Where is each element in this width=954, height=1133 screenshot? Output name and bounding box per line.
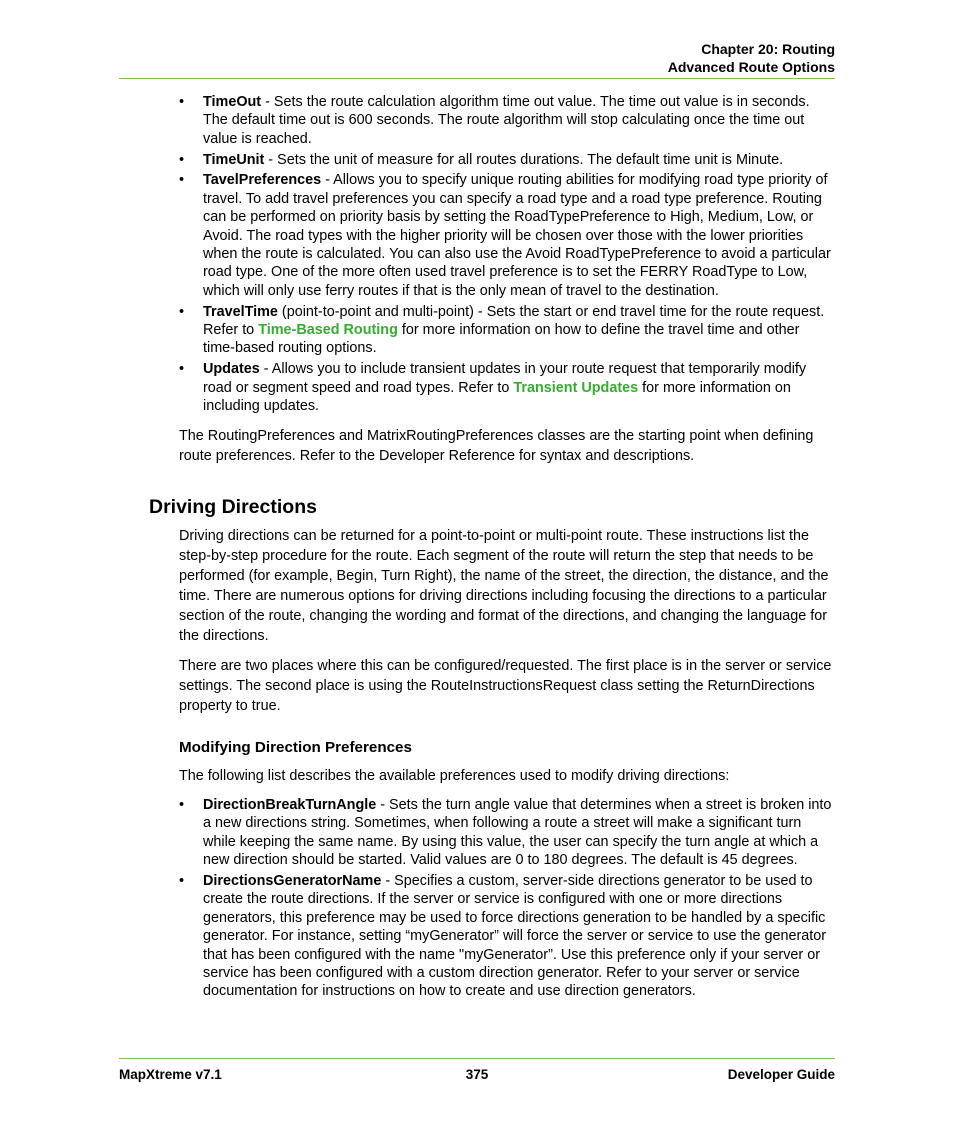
- driving-directions-heading: Driving Directions: [149, 495, 317, 518]
- footer-guide: Developer Guide: [727, 1067, 835, 1082]
- list-item: • Updates - Allows you to include transient updates in your route request that temporarily modify road or segment speed and road types. Refer to Transient Updates for more information on including updates.: [179, 360, 835, 415]
- term-traveltime: TravelTime: [203, 303, 278, 320]
- direction-preferences-list: [179, 796, 835, 1001]
- transient-updates-link[interactable]: Transient Updates: [513, 379, 639, 396]
- chapter-title: Chapter 20: Routing: [701, 41, 835, 57]
- list-item: • DirectionBreakTurnAngle - Sets the turn angle value that determines when a street is broken into a new directions string. Sometimes, when following a route a street will make a significant turn while keeping the same name. By using this value, the user can specify the turn angle at which a new direction should be started. Valid values are 0 to 180 degrees. The default is 45 degrees.: [179, 796, 835, 870]
- driving-directions-paragraph-1: Driving directions can be returned for a point-to-point or multi-point route. These instructions list the step-by-step procedure for the route. Each segment of the route will return the step that needs to be performed (for example, Begin, Turn Right), the name of the street, the direction, the distance, and the time. There are numerous options for driving directions including focusing the directions to a particular section of the route, changing the wording and format of the directions, and changing the language for the directions.: [179, 527, 829, 644]
- list-item: • TimeOut - Sets the route calculation algorithm time out value. The time out value is in seconds. The default time out is 600 seconds. The route algorithm will stop calculating once the time out value is reached.: [179, 93, 835, 148]
- modifying-intro: The following list describes the available preferences used to modify driving directions:: [179, 767, 730, 784]
- page-header: [119, 40, 835, 76]
- preferences-paragraph: The RoutingPreferences and MatrixRoutingPreferences classes are the starting point when defining route preferences. Refer to the Developer Reference for syntax and descriptions.: [179, 427, 814, 464]
- routing-preferences-list: [179, 93, 835, 415]
- list-item: • TravelTime (point-to-point and multi-point) - Sets the start or end travel time for the route request. Refer to Time-Based Routing for more information on how to define the travel time and other time-based routing options.: [179, 303, 835, 358]
- page-content: [149, 93, 835, 1003]
- list-item: • DirectionsGeneratorName - Specifies a custom, server-side directions generator to be used to create the route directions. If the server or service is configured with one or more directions generators, this preference may be used to force directions generation to be handled by a specific generator. For instance, setting “myGenerator” will force the server or service to use the generator that has been configured with the name "myGenerator”. Use this preference only if your server or service has been configured with a custom direction generator. Refer to your server or service documentation for instructions on how to create and use direction generators.: [179, 872, 835, 1001]
- modifying-preferences-heading: Modifying Direction Preferences: [179, 738, 412, 756]
- time-based-routing-link[interactable]: Time-Based Routing: [258, 322, 398, 339]
- term-travel-preferences: TavelPreferences: [203, 172, 322, 189]
- term-direction-break-turn-angle: DirectionBreakTurnAngle: [203, 796, 377, 813]
- list-item: • TimeUnit - Sets the unit of measure for all routes durations. The default time unit is Minute.: [179, 151, 835, 169]
- footer-rule: [119, 1058, 835, 1059]
- page-number: 375: [465, 1067, 489, 1082]
- section-title: Advanced Route Options: [667, 59, 835, 75]
- term-timeunit: TimeUnit: [203, 151, 265, 168]
- list-item: • TavelPreferences - Allows you to specify unique routing abilities for modifying road type priority of travel. To add travel preferences you can specify a road type and a road type preference. Routing can be performed on priority basis by setting the RoadTypePreference to High, Medium, Low, or Avoid. The road types with the higher priority will be chosen over those with the lower priorities when the route is calculated. You can also use the Avoid RoadTypePreference to avoid a particular road type. One of the more often used travel preference is to set the FERRY RoadType to Low, which will only use ferry routes if that is the only mean of travel to the destination.: [179, 171, 835, 300]
- term-timeout: TimeOut: [203, 94, 262, 110]
- driving-directions-paragraph-2: There are two places where this can be configured/requested. The first place is in the server or service settings. The second place is using the RouteInstructionsRequest class setting the ReturnDirections property to true.: [179, 657, 832, 714]
- term-updates: Updates: [203, 361, 260, 378]
- term-directions-generator-name: DirectionsGeneratorName: [203, 872, 382, 889]
- header-rule: [119, 78, 835, 79]
- footer-product: MapXtreme v7.1: [119, 1067, 222, 1082]
